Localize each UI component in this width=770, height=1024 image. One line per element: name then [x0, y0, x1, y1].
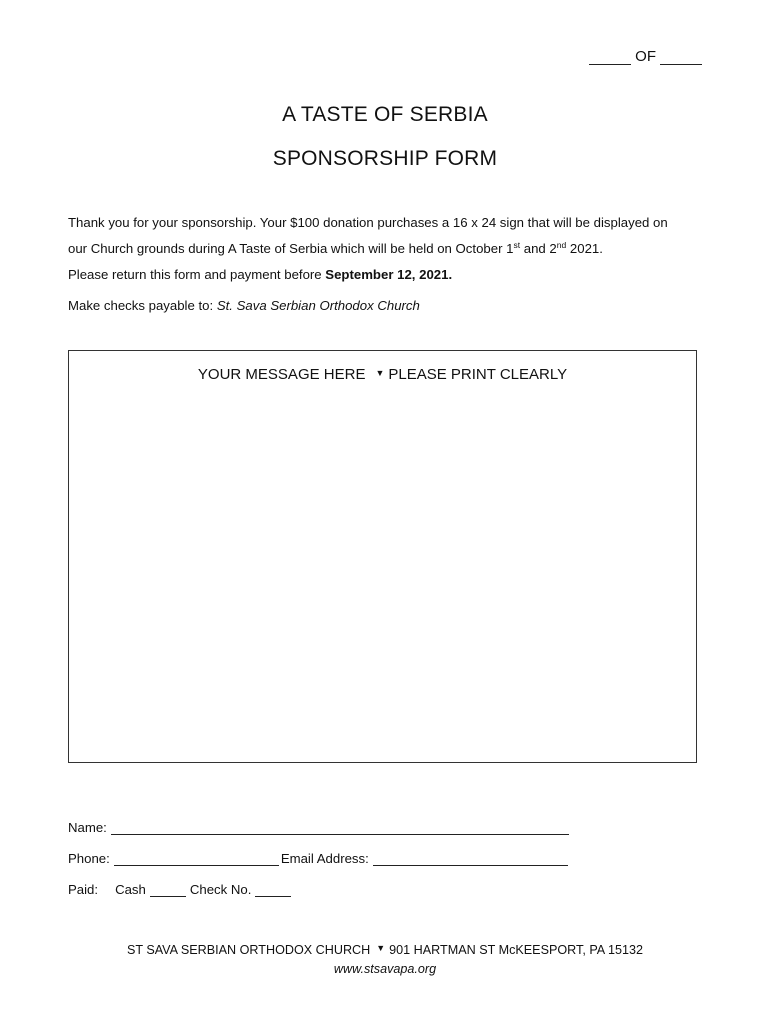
form-subtitle: SPONSORSHIP FORM	[272, 147, 498, 170]
ordinal-suffix: st	[513, 240, 521, 250]
intro-line-1: Thank you for your sponsorship. Your $100 donation purchases a 16 x 24 sign that will be displayed on	[68, 215, 668, 230]
return-note-text: Please return this form and payment before	[68, 267, 326, 282]
name-label: Name:	[68, 820, 107, 835]
cash-field[interactable]	[150, 882, 186, 897]
triangle-bullet-icon: ▼	[376, 943, 386, 953]
page-of-label: OF	[635, 48, 656, 65]
return-deadline: September 12, 2021.	[325, 267, 453, 282]
contact-row	[68, 851, 568, 866]
check-number-field[interactable]	[255, 882, 291, 897]
check-number-label: Check No.	[189, 882, 252, 897]
footer-address-line	[0, 943, 770, 957]
name-field[interactable]	[111, 820, 569, 835]
email-label: Email Address:	[280, 851, 369, 866]
checks-note-text: Make checks payable to:	[68, 298, 217, 313]
message-box-header	[69, 366, 696, 383]
paid-label: Paid:	[68, 882, 99, 897]
email-field[interactable]	[373, 851, 568, 866]
payment-row	[68, 882, 291, 897]
intro-paragraph	[68, 212, 708, 260]
footer-address: 901 HARTMAN ST McKEESPORT, PA 15132	[389, 943, 644, 957]
footer-website[interactable]: www.stsavapa.org	[333, 962, 437, 976]
return-note	[68, 264, 708, 286]
name-row	[68, 820, 569, 835]
check-payee: St. Sava Serbian Orthodox Church	[216, 298, 420, 313]
intro-line-2-text: and 2	[520, 241, 557, 256]
page-count	[589, 48, 702, 65]
page-number-blank[interactable]	[589, 49, 631, 65]
ordinal-suffix: nd	[556, 240, 567, 250]
print-clearly-label: PLEASE PRINT CLEARLY	[388, 366, 568, 383]
phone-field[interactable]	[114, 851, 279, 866]
checks-note	[68, 295, 708, 317]
footer-org: ST SAVA SERBIAN ORTHODOX CHURCH	[126, 943, 371, 957]
phone-label: Phone:	[68, 851, 110, 866]
intro-line-2-text: 2021.	[566, 241, 603, 256]
form-title: A TASTE OF SERBIA	[282, 103, 488, 126]
cash-label: Cash	[115, 882, 146, 897]
message-box[interactable]	[68, 350, 697, 763]
message-label: YOUR MESSAGE HERE	[197, 366, 366, 383]
triangle-bullet-icon: ▼	[375, 367, 385, 378]
intro-line-2	[68, 234, 708, 260]
page-total-blank[interactable]	[660, 49, 702, 65]
intro-line-2-text: our Church grounds during A Taste of Serbia which will be held on October 1	[68, 241, 514, 256]
